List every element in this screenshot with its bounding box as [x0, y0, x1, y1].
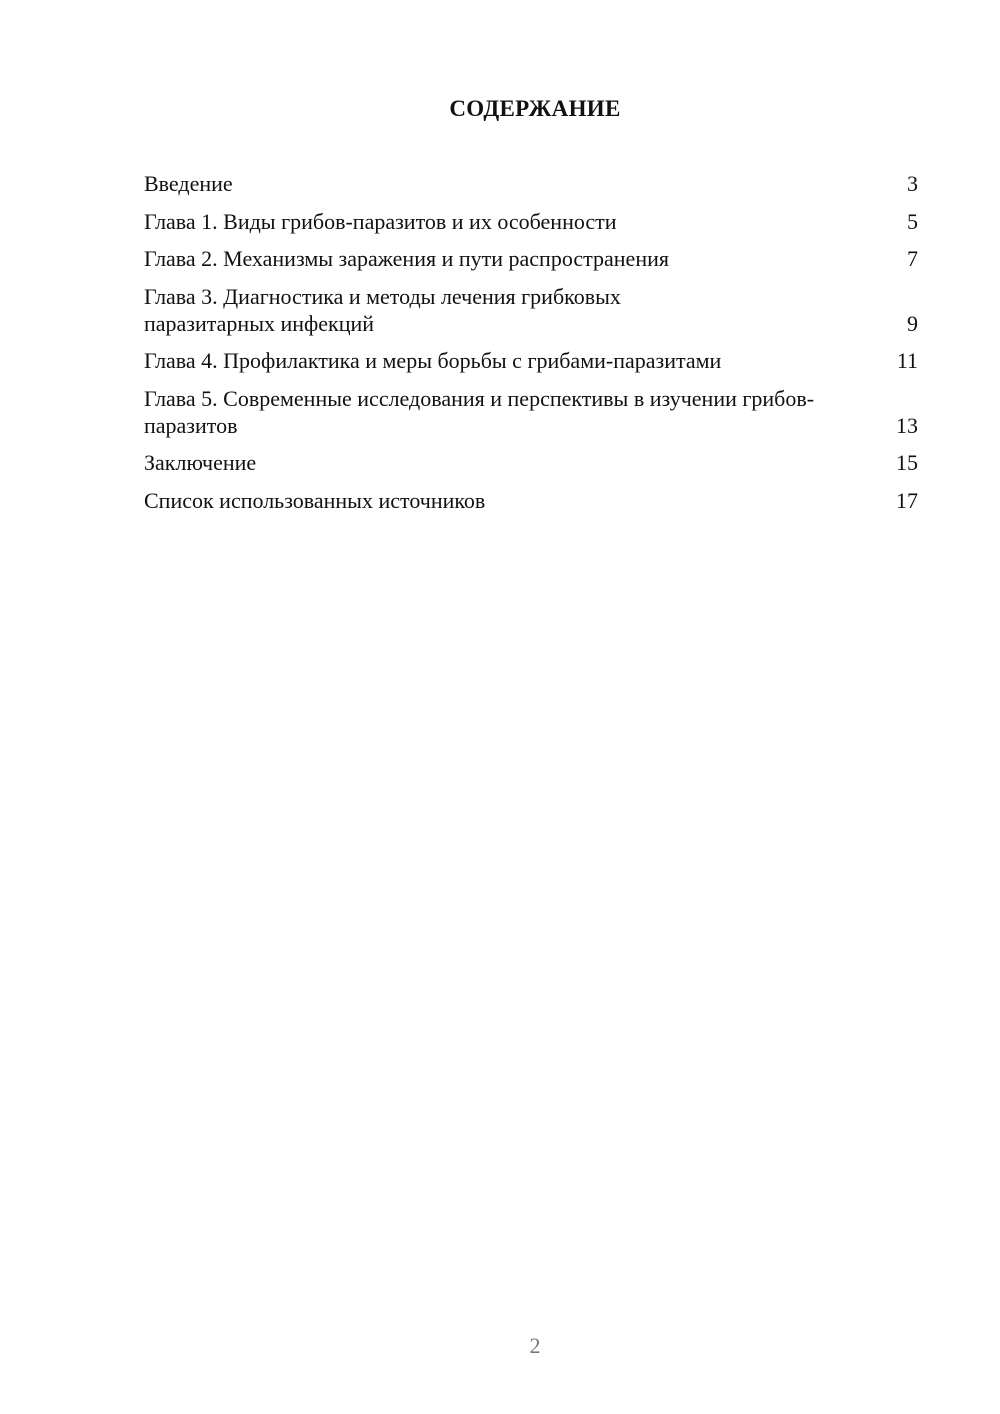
toc-entry: [144, 347, 918, 374]
toc-entry-page: 17: [896, 487, 918, 513]
toc-entry: [144, 385, 918, 439]
toc-entry: [144, 245, 918, 272]
toc-entry-title: Глава 1. Виды грибов-паразитов и их особенности: [144, 208, 617, 234]
toc-entry-page: 9: [907, 310, 918, 336]
toc-entry: [144, 283, 918, 337]
toc-entry: [144, 170, 918, 197]
toc-entry-page: 3: [907, 171, 918, 196]
table-of-contents: [144, 170, 918, 524]
toc-entry-title: Введение: [144, 171, 233, 196]
toc-entry-page: 5: [907, 208, 918, 234]
toc-entry-page: 7: [907, 246, 918, 271]
page-number: 2: [529, 1333, 541, 1358]
page-title: СОДЕРЖАНИЕ: [449, 96, 621, 121]
toc-entry: [144, 487, 918, 514]
toc-entry-title: Глава 3. Диагностика и методы лечения грибковых паразитарных инфекций: [144, 283, 621, 336]
toc-entry-title: Список использованных источников: [144, 487, 486, 513]
toc-entry: [144, 449, 918, 476]
toc-entry-title: Заключение: [144, 450, 257, 475]
toc-entry: [144, 208, 918, 235]
toc-entry-page: 11: [896, 348, 918, 373]
toc-entry-page: 15: [896, 450, 918, 475]
toc-entry-title: Глава 4. Профилактика и меры борьбы с грибами-паразитами: [144, 348, 722, 373]
toc-entry-page: 13: [896, 412, 918, 438]
toc-entry-title: Глава 5. Современные исследования и перспективы в изучении грибов-паразитов: [144, 385, 815, 438]
toc-entry-title: Глава 2. Механизмы заражения и пути распространения: [144, 246, 669, 271]
